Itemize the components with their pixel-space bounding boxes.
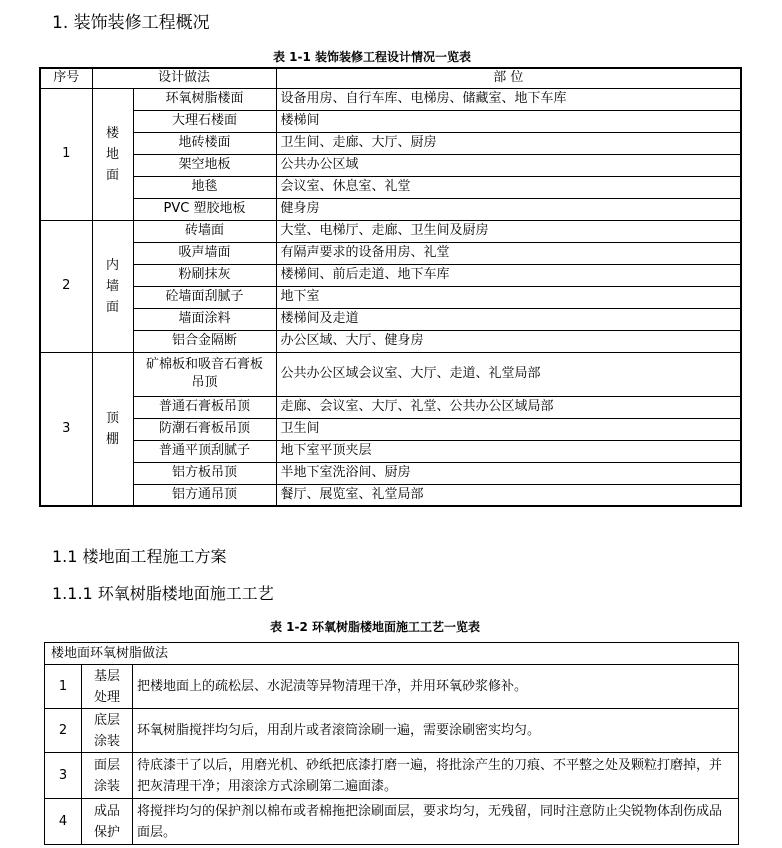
process-row <box>45 665 739 709</box>
design-method: 吸声墙面 <box>133 242 276 264</box>
table-row <box>40 440 741 462</box>
table-row <box>40 418 741 440</box>
group-number: 1 <box>40 88 92 220</box>
table-row <box>40 330 741 352</box>
design-method: 粉刷抹灰 <box>133 264 276 286</box>
table-row <box>40 242 741 264</box>
table1-caption: 表 1-1 装饰装修工程设计情况一览表 <box>273 50 472 64</box>
application-location: 地下室平顶夹层 <box>276 440 741 462</box>
header-no: 序号 <box>40 68 92 88</box>
section-heading-2: 1.1 楼地面工程施工方案 <box>52 547 227 566</box>
step-description: 把楼地面上的疏松层、水泥渍等异物清理干净，并用环氧砂浆修补。 <box>133 665 739 709</box>
table-row <box>40 462 741 484</box>
section-heading-3: 1.1.1 环氧树脂楼地面施工工艺 <box>52 584 274 603</box>
design-method: 普通平顶刮腻子 <box>133 440 276 462</box>
table1-header-row <box>40 68 741 88</box>
step-name: 面层 涂装 <box>82 753 133 799</box>
table2-caption: 表 1-2 环氧树脂楼地面施工工艺一览表 <box>270 620 481 634</box>
table-row <box>40 198 741 220</box>
application-location: 健身房 <box>276 198 741 220</box>
section-heading-1: 1. 装饰装修工程概况 <box>52 13 210 33</box>
table-row <box>40 176 741 198</box>
application-location: 公共办公区域会议室、大厅、走道、礼堂局部 <box>276 352 741 396</box>
design-method: 墙面涂料 <box>133 308 276 330</box>
design-method: PVC 塑胶地板 <box>133 198 276 220</box>
table-row <box>40 308 741 330</box>
application-location: 地下室 <box>276 286 741 308</box>
group-number: 3 <box>40 352 92 506</box>
table-row <box>40 132 741 154</box>
table-row <box>40 484 741 506</box>
group-number: 2 <box>40 220 92 352</box>
group-category: 内 墙 面 <box>92 220 133 352</box>
table-row <box>40 88 741 110</box>
application-location: 卫生间、走廊、大厅、厨房 <box>276 132 741 154</box>
design-method: 环氧树脂楼面 <box>133 88 276 110</box>
design-method: 普通石膏板吊顶 <box>133 396 276 418</box>
step-number: 2 <box>45 709 82 753</box>
header-location: 部 位 <box>276 68 741 88</box>
application-location: 走廊、会议室、大厅、礼堂、公共办公区域局部 <box>276 396 741 418</box>
step-name: 底层 涂装 <box>82 709 133 753</box>
design-method: 矿棉板和吸音石膏板吊顶 <box>133 352 276 396</box>
application-location: 楼梯间、前后走道、地下车库 <box>276 264 741 286</box>
step-number: 3 <box>45 753 82 799</box>
application-location: 楼梯间 <box>276 110 741 132</box>
application-location: 大堂、电梯厅、走廊、卫生间及厨房 <box>276 220 741 242</box>
design-method: 铝方通吊顶 <box>133 484 276 506</box>
table-row <box>40 154 741 176</box>
application-location: 办公区域、大厅、健身房 <box>276 330 741 352</box>
application-location: 半地下室洗浴间、厨房 <box>276 462 741 484</box>
application-location: 公共办公区域 <box>276 154 741 176</box>
application-location: 卫生间 <box>276 418 741 440</box>
application-location: 楼梯间及走道 <box>276 308 741 330</box>
application-location: 有隔声要求的设备用房、礼堂 <box>276 242 741 264</box>
application-location: 餐厅、展览室、礼堂局部 <box>276 484 741 506</box>
table-row <box>40 396 741 418</box>
header-method: 设计做法 <box>92 68 276 88</box>
design-method: 铝合金隔断 <box>133 330 276 352</box>
step-number: 1 <box>45 665 82 709</box>
step-number: 4 <box>45 799 82 845</box>
design-method: 砖墙面 <box>133 220 276 242</box>
application-location: 设备用房、自行车库、电梯房、储藏室、地下车库 <box>276 88 741 110</box>
design-method: 砼墙面刮腻子 <box>133 286 276 308</box>
step-description: 环氧树脂搅拌均匀后，用刮片或者滚筒涂刷一遍，需要涂刷密实均匀。 <box>133 709 739 753</box>
step-description: 待底漆干了以后，用磨光机、砂纸把底漆打磨一遍，将批涂产生的刀痕、不平整之处及颗粒打磨掉，并把灰清理干净；用滚涂方式涂刷第二遍面漆。 <box>133 753 739 799</box>
epoxy-process-table <box>44 642 739 845</box>
table-row <box>40 110 741 132</box>
design-overview-table <box>39 67 742 507</box>
table-row <box>40 220 741 242</box>
table-row <box>40 352 741 396</box>
process-row <box>45 753 739 799</box>
design-method: 防潮石膏板吊顶 <box>133 418 276 440</box>
table2-header: 楼地面环氧树脂做法 <box>45 643 739 665</box>
table-row <box>40 286 741 308</box>
group-category: 楼 地 面 <box>92 88 133 220</box>
step-name: 成品 保护 <box>82 799 133 845</box>
step-name: 基层 处理 <box>82 665 133 709</box>
design-method: 地毯 <box>133 176 276 198</box>
table-row <box>40 264 741 286</box>
step-description: 将搅拌均匀的保护剂以棉布或者棉拖把涂刷面层，要求均匀，无残留，同时注意防止尖锐物体刮伤成品面层。 <box>133 799 739 845</box>
design-method: 地砖楼面 <box>133 132 276 154</box>
process-row <box>45 799 739 845</box>
design-method: 铝方板吊顶 <box>133 462 276 484</box>
design-method: 大理石楼面 <box>133 110 276 132</box>
group-category: 顶 棚 <box>92 352 133 506</box>
design-method: 架空地板 <box>133 154 276 176</box>
process-row <box>45 709 739 753</box>
application-location: 会议室、休息室、礼堂 <box>276 176 741 198</box>
